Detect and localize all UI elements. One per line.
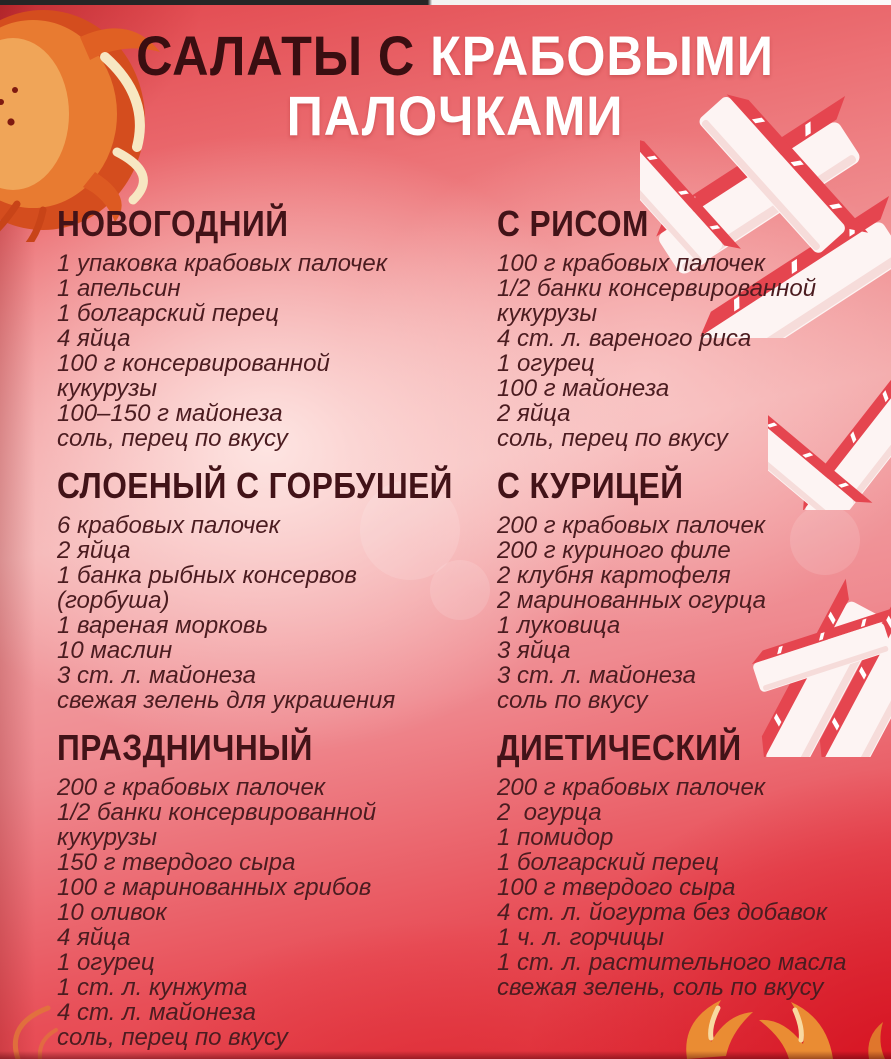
ingredient-line: 10 маслин <box>57 637 173 664</box>
ingredient-line: 100 г майонеза <box>497 375 670 402</box>
ingredient-line: 4 яйца <box>57 924 131 951</box>
ingredient-line: 2 маринованных огурца <box>497 587 767 614</box>
ingredient-line: 150 г твердого сыра <box>57 849 296 876</box>
recipe-heading: С КУРИЦЕЙ <box>497 465 684 506</box>
ingredient-line: 100 г консервированной <box>57 350 330 377</box>
ingredient-line: соль, перец по вкусу <box>57 425 288 452</box>
ingredient-line: 4 ст. л. вареного риса <box>497 325 752 352</box>
recipe-columns <box>57 205 891 1050</box>
ingredient-line: 200 г крабовых палочек <box>57 774 326 801</box>
ingredient-line: 200 г крабовых палочек <box>497 774 766 801</box>
ingredient-line: 1 ст. л. растительного масла <box>497 949 847 976</box>
recipe-heading: С РИСОМ <box>497 203 649 244</box>
ingredient-line: 1/2 банки консервированной <box>57 799 377 826</box>
poster-title <box>60 26 850 146</box>
ingredient-line: 1 банка рыбных консервов <box>57 562 357 589</box>
ingredient-line: 100 г твердого сыра <box>497 874 736 901</box>
ingredient-line: 1 луковица <box>497 612 621 639</box>
ingredient-line: 1/2 банки консервированной <box>497 275 817 302</box>
recipe-s-kuritsey <box>497 467 891 713</box>
title-light-text: КРАБОВЫМИ <box>430 24 774 87</box>
ingredient-line: 1 болгарский перец <box>57 300 279 327</box>
recipe-heading: ПРАЗДНИЧНЫЙ <box>57 727 313 768</box>
right-column <box>497 205 891 1050</box>
ingredient-line: 1 вареная морковь <box>57 612 269 639</box>
ingredient-line: кукурузы <box>497 300 598 327</box>
ingredient-line: 200 г крабовых палочек <box>497 512 766 539</box>
ingredient-line: 1 ч. л. горчицы <box>497 924 664 951</box>
ingredient-line: свежая зелень для украшения <box>57 687 396 714</box>
bottom-border <box>0 1051 891 1059</box>
recipe-dieticheskiy <box>497 729 891 1000</box>
ingredient-line: 2 огурца <box>497 799 602 826</box>
recipe-heading: ДИЕТИЧЕСКИЙ <box>497 727 742 768</box>
ingredient-line: 3 ст. л. майонеза <box>57 662 256 689</box>
ingredient-line: 2 яйца <box>497 400 571 427</box>
ingredient-line: соль по вкусу <box>497 687 648 714</box>
ingredient-line: 100 г маринованных грибов <box>57 874 372 901</box>
recipe-s-risom <box>497 205 891 451</box>
recipe-sloeny-s-gorbushey <box>57 467 497 713</box>
ingredient-line: 1 огурец <box>57 949 155 976</box>
title-dark-text: САЛАТЫ С <box>136 24 416 87</box>
ingredient-line: 4 ст. л. майонеза <box>57 999 256 1026</box>
ingredient-line: 10 оливок <box>57 899 167 926</box>
ingredient-line: 1 помидор <box>497 824 614 851</box>
ingredient-line: 1 ст. л. кунжута <box>57 974 248 1001</box>
ingredient-line: 200 г куриного филе <box>497 537 731 564</box>
ingredient-line: 1 упаковка крабовых палочек <box>57 250 388 277</box>
ingredient-line: (горбуша) <box>57 587 170 614</box>
left-column <box>57 205 497 1050</box>
ingredient-line: 3 ст. л. майонеза <box>497 662 696 689</box>
ingredient-line: соль, перец по вкусу <box>57 1024 288 1051</box>
ingredient-line: 6 крабовых палочек <box>57 512 280 539</box>
recipe-heading: СЛОЕНЫЙ С ГОРБУШЕЙ <box>57 465 453 506</box>
title-line-1 <box>100 26 811 86</box>
ingredient-line: 1 апельсин <box>57 275 181 302</box>
ingredient-line: 1 болгарский перец <box>497 849 719 876</box>
ingredient-line: свежая зелень, соль по вкусу <box>497 974 824 1001</box>
recipe-novogodniy <box>57 205 497 451</box>
ingredient-line: 4 яйца <box>57 325 131 352</box>
title-line-2: ПАЛОЧКАМИ <box>286 84 624 147</box>
ingredient-line: 100 г крабовых палочек <box>497 250 766 277</box>
ingredient-line: 4 ст. л. йогурта без добавок <box>497 899 828 926</box>
ingredient-line: 3 яйца <box>497 637 571 664</box>
ingredient-line: 100–150 г майонеза <box>57 400 283 427</box>
ingredient-line: кукурузы <box>57 824 158 851</box>
ingredient-line: 1 огурец <box>497 350 595 377</box>
recipe-prazdnichny <box>57 729 497 1050</box>
ingredient-line: кукурузы <box>57 375 158 402</box>
ingredient-line: соль, перец по вкусу <box>497 425 728 452</box>
recipe-heading: НОВОГОДНИЙ <box>57 203 289 244</box>
ingredient-line: 2 клубня картофеля <box>497 562 731 589</box>
ingredient-line: 2 яйца <box>57 537 131 564</box>
